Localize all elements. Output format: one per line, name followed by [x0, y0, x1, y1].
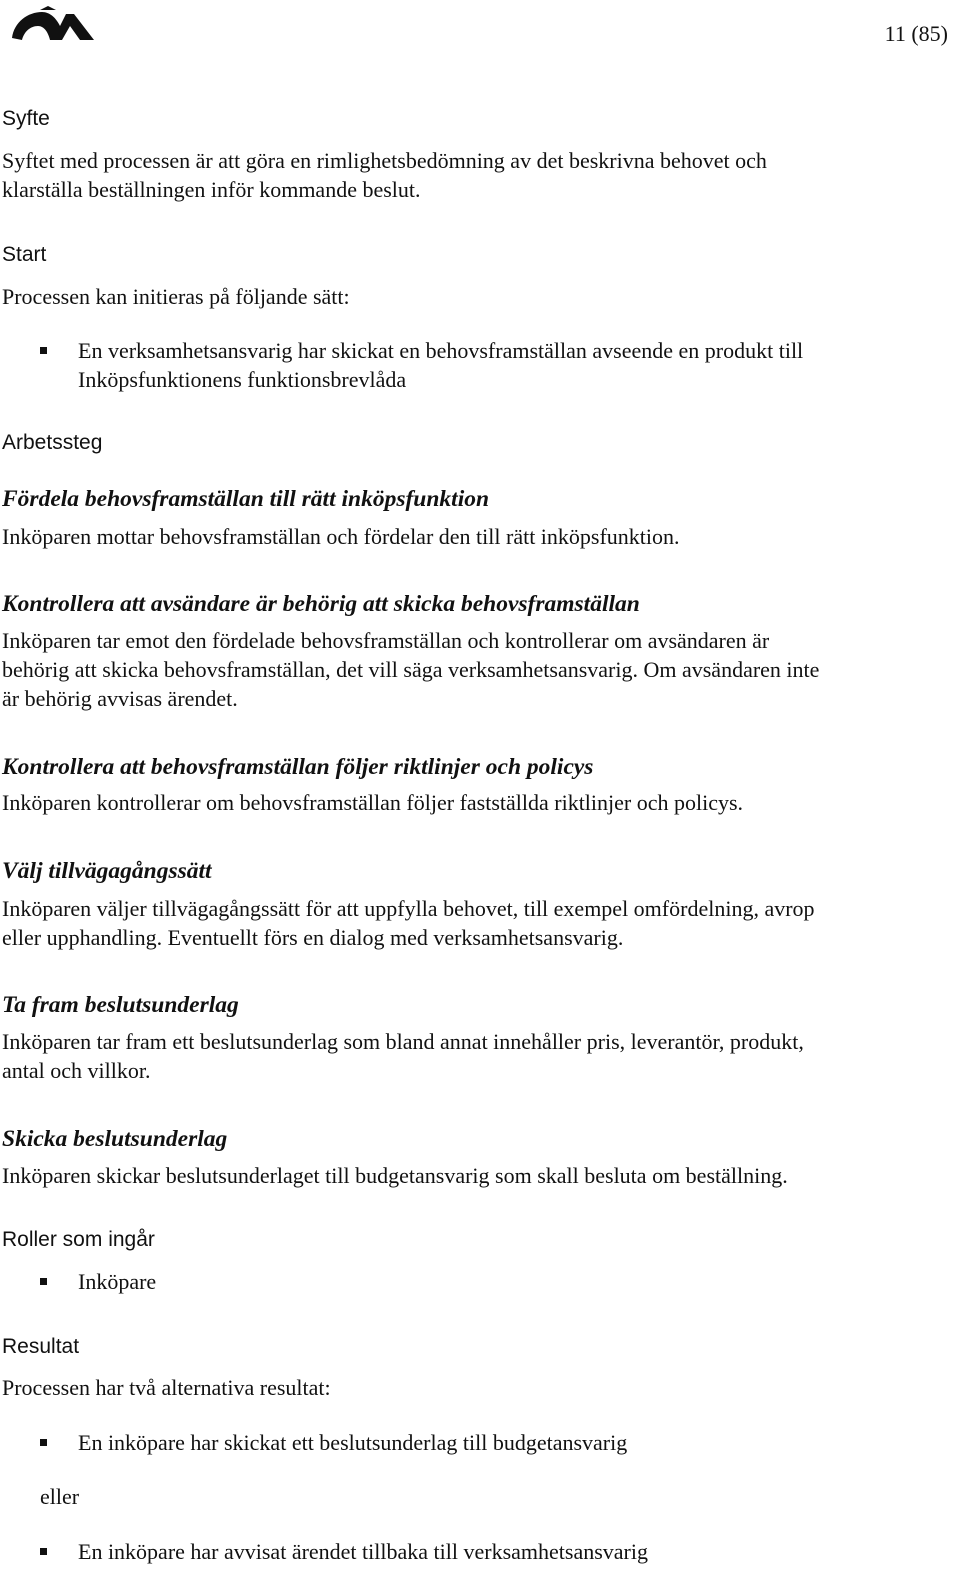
- step-title: Ta fram beslutsunderlag: [2, 992, 239, 1018]
- start-bullet-line-1: En verksamhetsansvarig har skickat en behovsframställan avseende en produkt till: [78, 338, 804, 363]
- step-title: Skicka beslutsunderlag: [2, 1126, 228, 1152]
- roller-bullet: Inköpare: [78, 1269, 157, 1294]
- syfte-line-1: Syftet med processen är att göra en rimlighetsbedömning av det beskrivna behovet och: [2, 148, 767, 173]
- section-heading-arbetssteg: Arbetssteg: [2, 431, 103, 454]
- bullet-marker: [40, 1278, 47, 1285]
- step-title: Välj tillvägagångssätt: [2, 858, 212, 884]
- section-heading-start: Start: [2, 243, 47, 266]
- brand-logo-icon: [10, 4, 94, 44]
- step-title: Fördela behovsframställan till rätt inköpsfunktion: [2, 486, 490, 512]
- step-text-line: Inköparen tar fram ett beslutsunderlag som bland annat innehåller pris, leverantör, produkt,: [2, 1029, 804, 1054]
- step-title: Kontrollera att avsändare är behörig att skicka behovsframställan: [2, 591, 640, 617]
- bullet-marker: [40, 1548, 47, 1555]
- step-text-line: antal och villkor.: [2, 1058, 151, 1083]
- syfte-line-2: klarställa beställningen inför kommande beslut.: [2, 177, 421, 202]
- start-bullet-line-2: Inköpsfunktionens funktionsbrevlåda: [78, 367, 407, 392]
- bullet-marker: [40, 1439, 47, 1446]
- start-intro: Processen kan initieras på följande sätt:: [2, 284, 350, 309]
- step-text-line: Inköparen kontrollerar om behovsframställan följer fastställda riktlinjer och policys.: [2, 790, 744, 815]
- resultat-bullet-1: En inköpare har skickat ett beslutsunderlag till budgetansvarig: [78, 1430, 628, 1455]
- resultat-or-text: eller: [40, 1484, 80, 1509]
- section-heading-syfte: Syfte: [2, 107, 50, 130]
- resultat-bullet-2: En inköpare har avvisat ärendet tillbaka till verksamhetsansvarig: [78, 1539, 648, 1564]
- step-text-line: Inköparen tar emot den fördelade behovsframställan och kontrollerar om avsändaren är: [2, 628, 770, 653]
- resultat-intro: Processen har två alternativa resultat:: [2, 1375, 331, 1400]
- step-text-line: behörig att skicka behovsframställan, det vill säga verksamhetsansvarig. Om avsändaren inte: [2, 657, 820, 682]
- section-heading-resultat: Resultat: [2, 1335, 80, 1358]
- bullet-marker: [40, 347, 47, 354]
- step-text-line: Inköparen väljer tillvägagångssätt för att uppfylla behovet, till exempel omfördelning, avrop: [2, 896, 815, 921]
- page-number: 11 (85): [884, 21, 948, 46]
- step-text-line: eller upphandling. Eventuellt förs en dialog med verksamhetsansvarig.: [2, 925, 624, 950]
- section-heading-roller: Roller som ingår: [2, 1228, 155, 1251]
- step-text-line: Inköparen mottar behovsframställan och fördelar den till rätt inköpsfunktion.: [2, 524, 680, 549]
- step-text-line: är behörig avvisas ärendet.: [2, 686, 238, 711]
- step-title: Kontrollera att behovsframställan följer riktlinjer och policys: [2, 754, 594, 780]
- step-text-line: Inköparen skickar beslutsunderlaget till budgetansvarig som skall besluta om beställning.: [2, 1163, 788, 1188]
